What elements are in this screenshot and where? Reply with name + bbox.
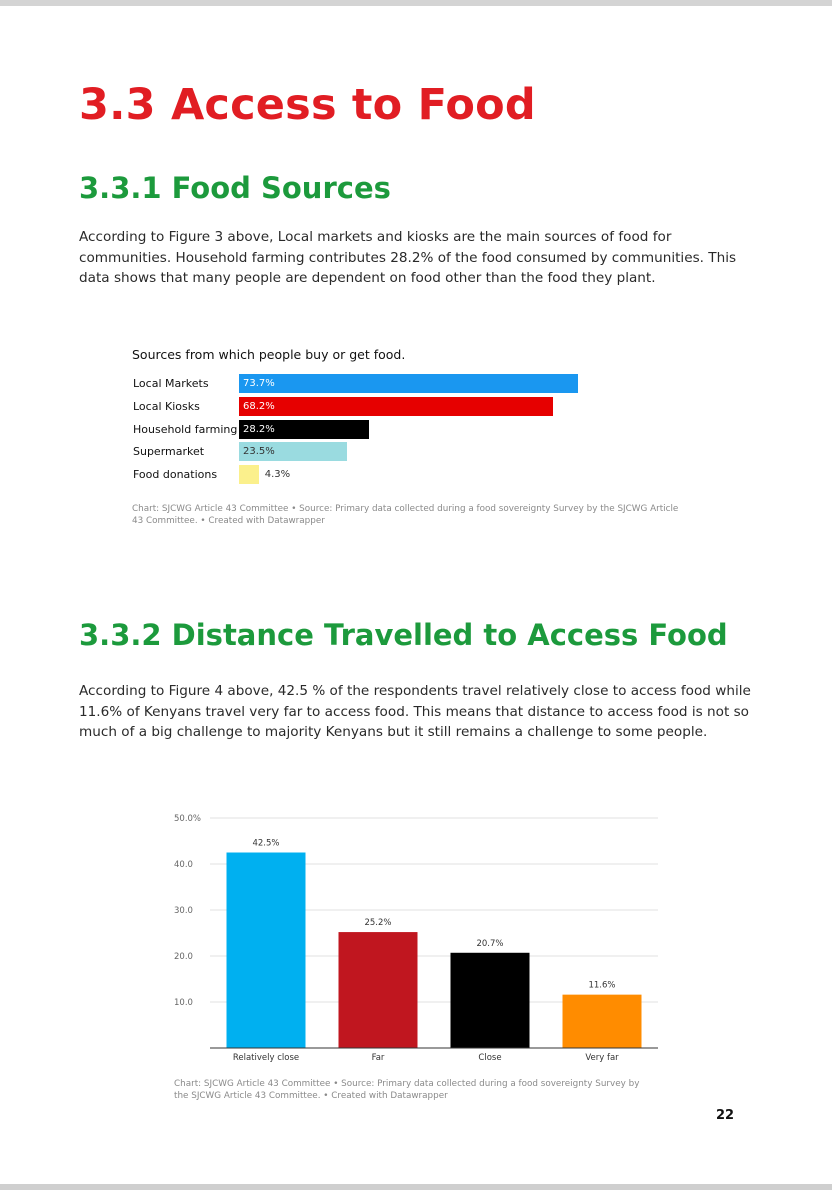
section-title-distance: 3.3.2 Distance Travelled to Access Food	[79, 618, 728, 652]
chart-source-note-2: Chart: SJCWG Article 43 Committee • Source: Primary data collected during a food sovereignty Survey by the SJCWG Article 43 Committee. • Created with Datawrapper	[174, 1079, 640, 1101]
bar-category-label: Supermarket	[133, 445, 205, 459]
bar-value-label: 25.2%	[364, 918, 392, 929]
bar-value-label: 28.2%	[243, 423, 275, 435]
chart-title: Sources from which people buy or get food.	[132, 347, 406, 362]
chart-source-note: Chart: SJCWG Article 43 Committee • Source: Primary data collected during a food sovereignty Survey by the SJCWG Article 43 Committee. • Created with Datawrapper	[132, 504, 679, 526]
x-category-label: Very far	[585, 1053, 619, 1063]
bar-food-donations	[239, 465, 259, 484]
bar-value-label: 4.3%	[264, 469, 291, 481]
bar-very-far	[563, 995, 642, 1048]
bar-value-label: 20.7%	[476, 938, 504, 949]
section-paragraph-distance: According to Figure 4 above, 42.5 % of the respondents travel relatively close to access food while 11.6% of Kenyans travel very far to access food. This means that distance to access food is not so much of a big challenge to majority Kenyans but it still remains a challenge to some people.	[79, 683, 751, 740]
distance-chart	[170, 808, 670, 1068]
bar-close	[451, 953, 530, 1048]
bar-category-label: Household farming	[133, 422, 238, 436]
bar-local-kiosks	[239, 397, 553, 416]
page-number: 22	[716, 1108, 735, 1123]
y-tick-label: 10.0	[174, 998, 193, 1008]
bar-value-label: 11.6%	[588, 980, 616, 991]
y-tick-label: 20.0	[174, 952, 193, 962]
bar-category-label: Food donations	[133, 468, 218, 482]
bar-category-label: Local Markets	[133, 377, 209, 390]
section-title-food-sources: 3.3.1 Food Sources	[79, 171, 391, 205]
x-category-label: Close	[478, 1053, 502, 1063]
bar-category-label: Local Kiosks	[133, 399, 200, 413]
y-tick-label: 50.0%	[174, 814, 202, 824]
y-tick-label: 30.0	[174, 906, 193, 916]
bar-value-label: 23.5%	[243, 446, 275, 458]
bar-value-label: 73.7%	[243, 378, 275, 389]
section-paragraph-food-sources: According to Figure 3 above, Local markets and kiosks are the main sources of food for communities. Household farming contributes 28.2% of the food consumed by communities. This data shows that many people are dependent on food other than the food they plant.	[79, 229, 737, 286]
page-heading: 3.3 Access to Food	[79, 80, 536, 130]
bar-value-label: 42.5%	[252, 838, 280, 849]
bar-far	[339, 932, 418, 1048]
y-tick-label: 40.0	[174, 860, 193, 870]
bar-local-markets	[239, 374, 578, 393]
bar-value-label: 68.2%	[243, 400, 275, 412]
x-category-label: Relatively close	[232, 1053, 300, 1063]
bar-relatively-close	[227, 853, 306, 1049]
page-top-border	[0, 0, 832, 6]
x-category-label: Far	[371, 1053, 385, 1063]
